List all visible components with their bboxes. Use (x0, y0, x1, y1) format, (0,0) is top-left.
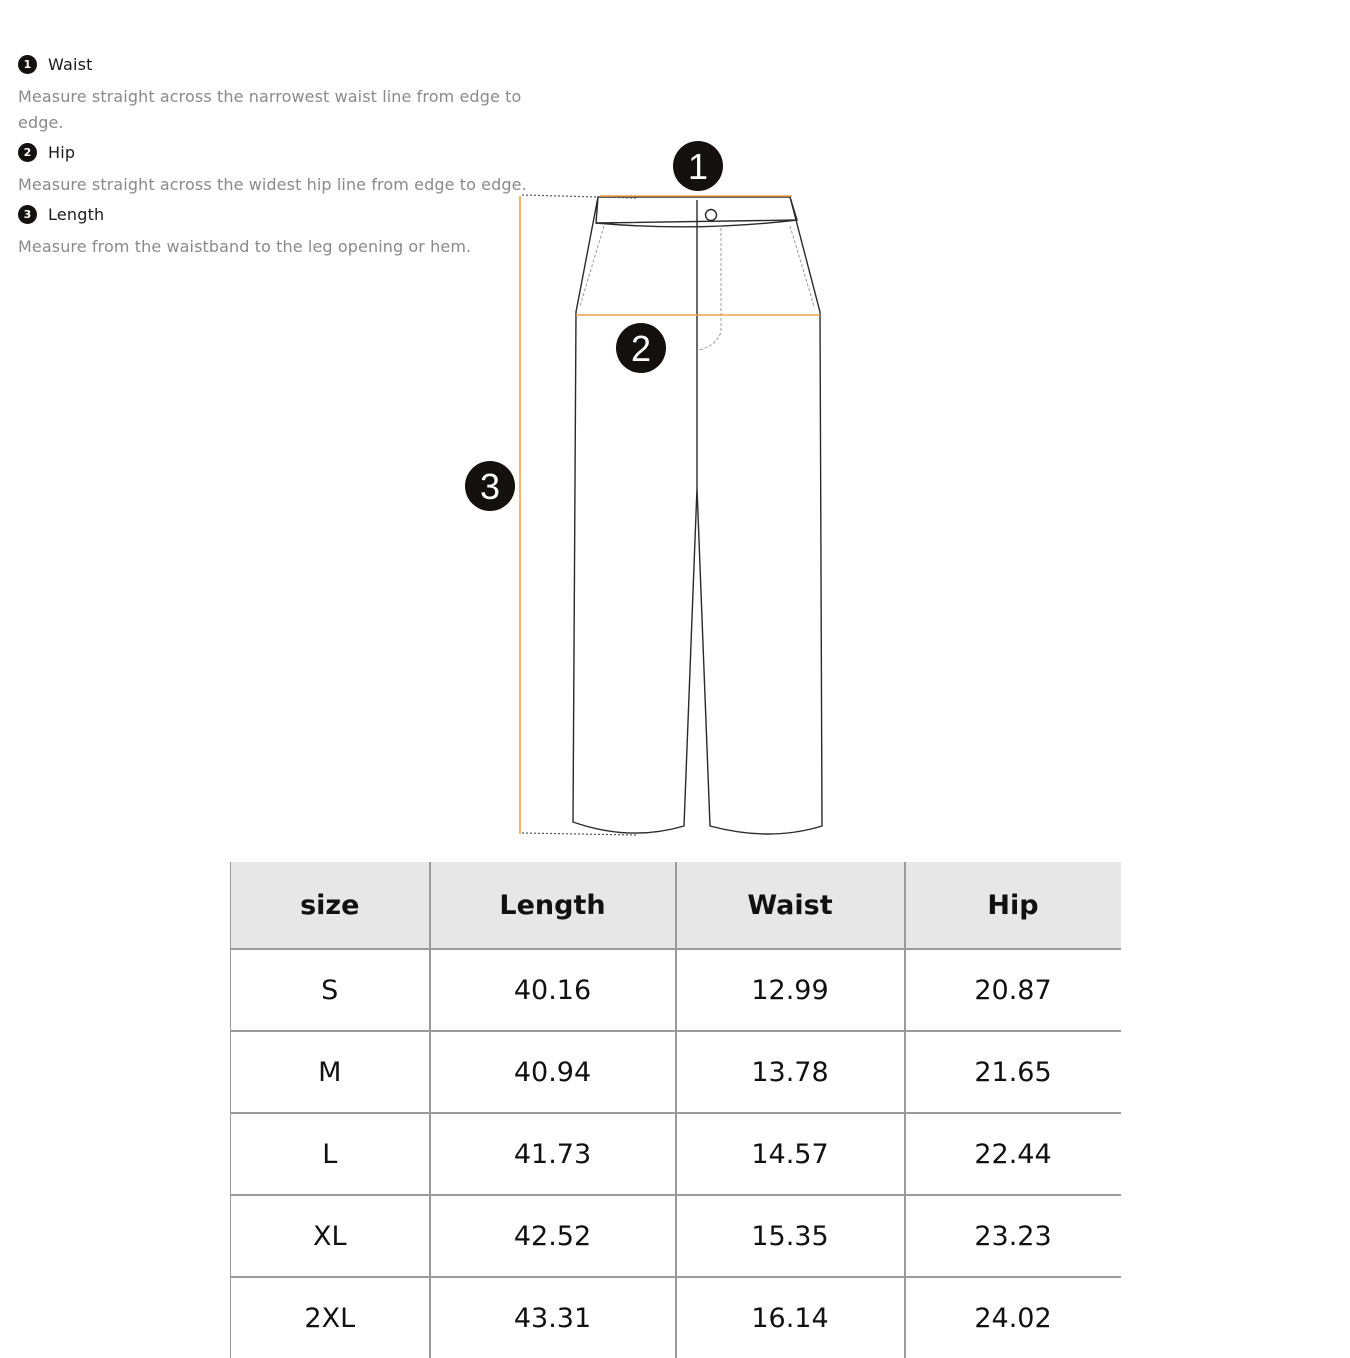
measurement-lines (520, 196, 820, 834)
number-badge-2: 2 (18, 143, 37, 162)
cell-waist: 16.14 (676, 1277, 905, 1358)
marker-3 (465, 461, 515, 511)
svg-text:3: 3 (479, 466, 501, 507)
size-chart-table (230, 862, 1121, 1358)
marker-2 (616, 323, 666, 373)
table-row (231, 1195, 1121, 1277)
cell-hip: 23.23 (905, 1195, 1121, 1277)
header-hip: Hip (905, 862, 1121, 949)
cell-length: 42.52 (430, 1195, 676, 1277)
guide-item-waist (18, 52, 548, 136)
table-row (231, 1277, 1121, 1358)
guide-desc-hip: Measure straight across the widest hip line from edge to edge. (18, 175, 527, 194)
pants-diagram (440, 130, 880, 850)
table-row (231, 949, 1121, 1031)
guide-title-length: Length (48, 204, 105, 224)
pants-outline (573, 197, 822, 834)
cell-size: M (231, 1031, 430, 1113)
table-header-row (231, 862, 1121, 949)
cell-waist: 15.35 (676, 1195, 905, 1277)
svg-text:1: 1 (687, 146, 709, 187)
cell-hip: 21.65 (905, 1031, 1121, 1113)
marker-1 (673, 141, 723, 191)
guide-desc-waist: Measure straight across the narrowest waist line from edge to edge. (18, 87, 522, 132)
cell-waist: 12.99 (676, 949, 905, 1031)
number-badge-3: 3 (18, 205, 37, 224)
svg-text:2: 2 (630, 328, 652, 369)
cell-size: S (231, 949, 430, 1031)
guide-desc-length: Measure from the waistband to the leg opening or hem. (18, 237, 472, 256)
cell-hip: 24.02 (974, 1302, 1052, 1334)
cell-length: 43.31 (430, 1277, 676, 1358)
cell-length: 40.16 (430, 949, 676, 1031)
cell-waist: 14.57 (676, 1113, 905, 1195)
cell-hip: 22.44 (905, 1113, 1121, 1195)
pants-illustration (440, 130, 880, 850)
cell-size: XL (231, 1195, 430, 1277)
table-row (231, 1113, 1121, 1195)
cell-hip: 20.87 (905, 949, 1121, 1031)
table-row (231, 1031, 1121, 1113)
cell-length: 41.73 (430, 1113, 676, 1195)
number-badge-1: 1 (18, 55, 37, 74)
header-waist: Waist (676, 862, 905, 949)
guide-title-hip: Hip (48, 142, 76, 162)
cell-size: 2XL (231, 1277, 430, 1358)
header-size: size (231, 862, 430, 949)
reference-lines (522, 195, 636, 835)
cell-size: L (231, 1113, 430, 1195)
cell-length: 40.94 (430, 1031, 676, 1113)
guide-title-waist: Waist (48, 54, 93, 74)
cell-waist: 13.78 (676, 1031, 905, 1113)
header-length: Length (430, 862, 676, 949)
